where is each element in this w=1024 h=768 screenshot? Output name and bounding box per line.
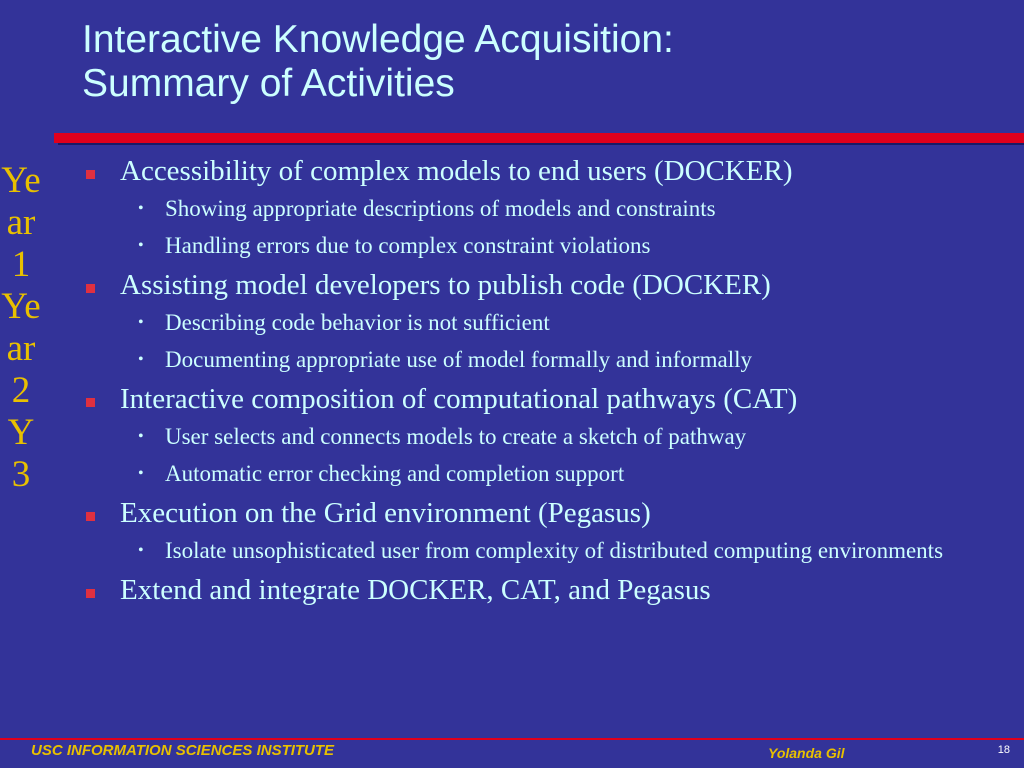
sub-bullet-item (84, 230, 1014, 262)
dot-bullet-icon: • (138, 465, 144, 482)
page-number: 18 (997, 744, 1010, 756)
bullet-item (84, 382, 1014, 416)
sub-bullet-text: Showing appropriate descriptions of models and constraints (165, 196, 716, 221)
square-bullet-icon (86, 512, 95, 521)
title-line-1: Interactive Knowledge Acquisition: (82, 18, 674, 61)
sub-bullet-item (84, 307, 1014, 339)
square-bullet-icon (86, 170, 95, 179)
bullet-item (84, 268, 1014, 302)
footer-rule (0, 738, 1024, 740)
dot-bullet-icon: • (138, 428, 144, 445)
square-bullet-icon (86, 398, 95, 407)
sub-bullet-text: Automatic error checking and completion support (165, 461, 625, 486)
dot-bullet-icon: • (138, 314, 144, 331)
footer-author: Yolanda Gil (768, 745, 845, 761)
bullet-text: Accessibility of complex models to end users (DOCKER) (120, 155, 793, 187)
sub-bullet-text: Documenting appropriate use of model formally and informally (165, 347, 752, 372)
sub-bullet-text: User selects and connects models to create a sketch of pathway (165, 424, 747, 449)
sub-bullet-item (84, 344, 1014, 376)
dot-bullet-icon: • (138, 200, 144, 217)
sub-bullet-item (84, 458, 1014, 490)
sub-bullet-item (84, 535, 945, 567)
dot-bullet-icon: • (138, 351, 144, 368)
slide-title (82, 18, 674, 106)
title-rule (54, 133, 1024, 143)
bullet-item (84, 496, 1014, 530)
bullet-text: Extend and integrate DOCKER, CAT, and Pegasus (120, 574, 711, 606)
bullet-list (84, 148, 1014, 607)
sub-bullet-text: Handling errors due to complex constraint violations (165, 233, 651, 258)
sub-bullet-text: Describing code behavior is not sufficient (165, 310, 550, 335)
bullet-item (84, 154, 1014, 188)
bullet-text: Assisting model developers to publish code (DOCKER) (120, 269, 771, 301)
bullet-text: Interactive composition of computational pathways (CAT) (120, 383, 798, 415)
square-bullet-icon (86, 284, 95, 293)
dot-bullet-icon: • (138, 237, 144, 254)
bullet-item (84, 573, 1014, 607)
side-year-label: Year 1Year 2Y3 (1, 160, 41, 495)
title-line-2: Summary of Activities (82, 62, 455, 105)
dot-bullet-icon: • (138, 542, 144, 559)
sub-bullet-item (84, 421, 1014, 453)
sub-bullet-text: Isolate unsophisticated user from complexity of distributed computing environments (165, 538, 944, 563)
footer-institute: USC INFORMATION SCIENCES INSTITUTE (31, 742, 335, 759)
sub-bullet-item (84, 193, 1014, 225)
square-bullet-icon (86, 589, 95, 598)
bullet-text: Execution on the Grid environment (Pegasus) (120, 497, 651, 529)
